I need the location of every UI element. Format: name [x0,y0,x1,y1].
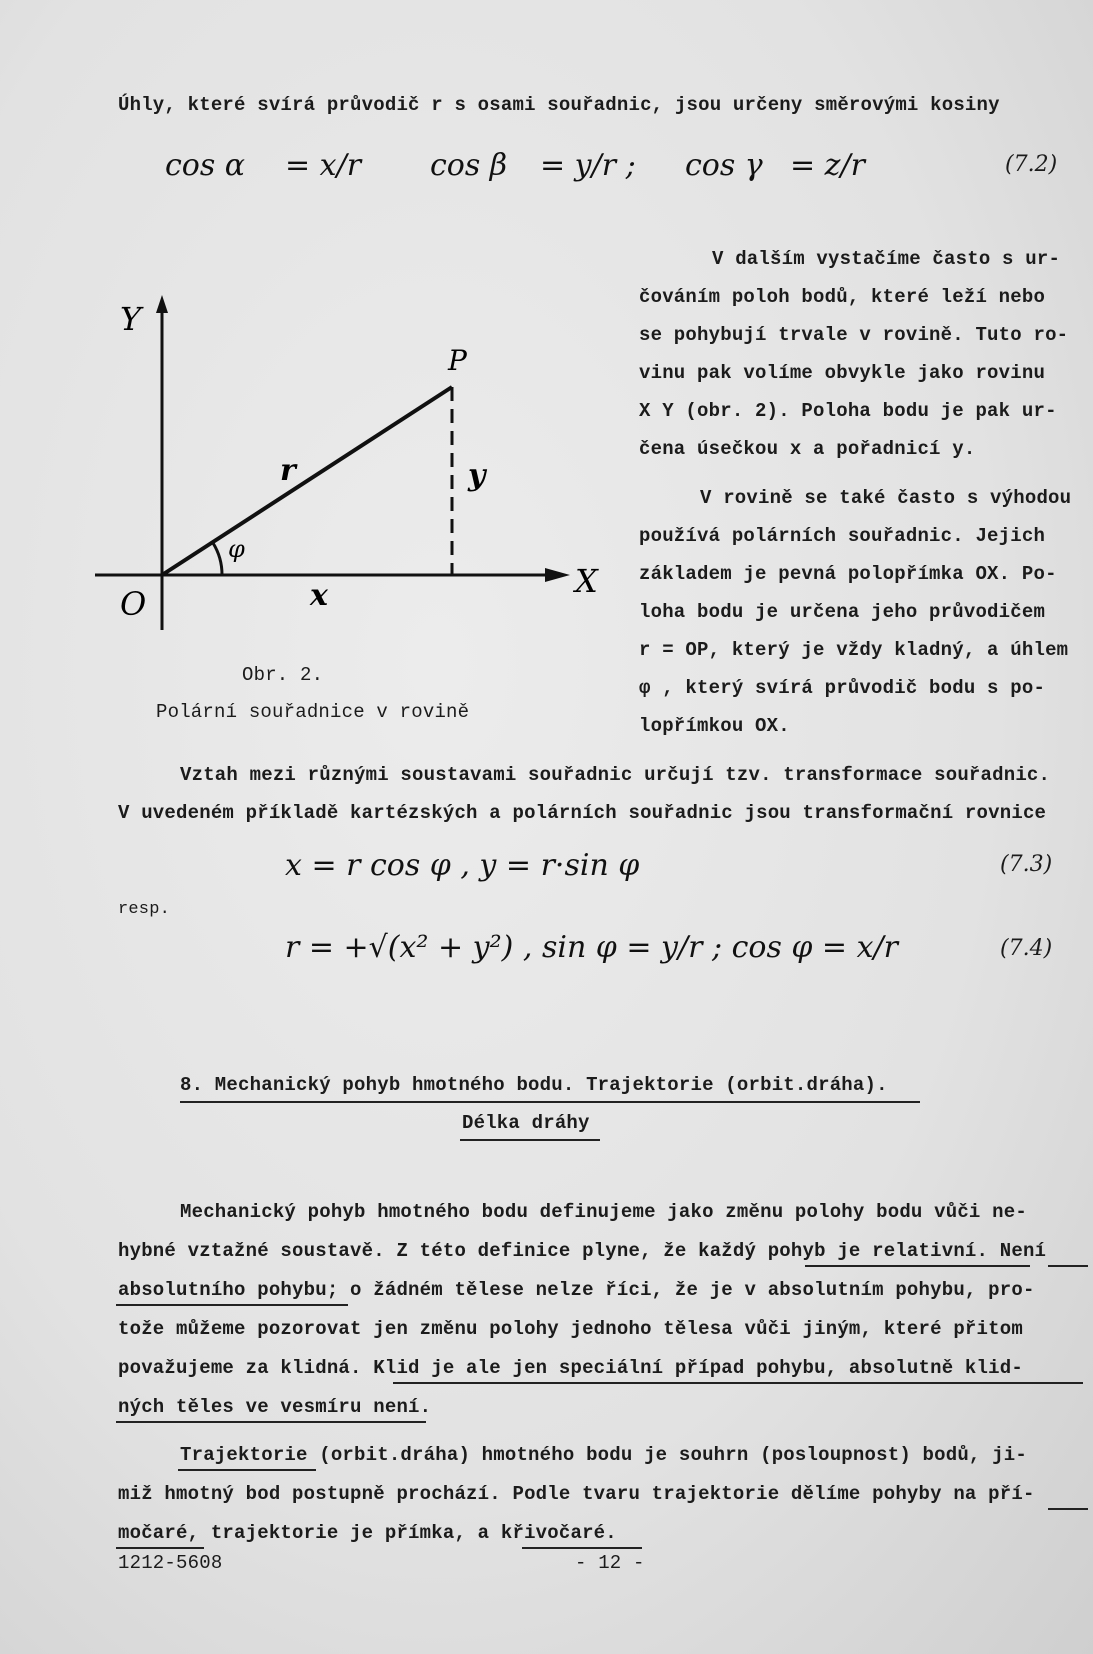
transform-line: Vztah mezi různými soustavami souřadnic určují tzv. transformace souřadnic. [180,764,1051,786]
eq-7-3: x = r cos φ , y = r·sin φ [285,848,640,883]
label-y: Y [120,300,142,338]
pen-underline [1048,1508,1088,1510]
right-text-line: r = OP, který je vždy kladný, a úhlem [639,639,1069,661]
pen-underline [116,1421,426,1423]
radius-vector [162,387,452,575]
eq-number-7-4: (7.4) [1000,936,1053,961]
label-phi: φ [228,535,245,563]
footer-code: 1212-5608 [118,1552,223,1574]
resp-label: resp. [118,900,171,919]
label-y-segment: y [468,458,486,493]
eq-cos-alpha-lhs: cos α [165,148,246,183]
paragraph-line: absolutního pohybu; o žádném tělese nelze říci, že je v absolutním pohybu, pro- [118,1279,1035,1301]
section-title: 8. Mechanický pohyb hmotného bodu. Trajektorie (orbit.dráha). [180,1074,888,1096]
label-p: P [448,344,467,377]
eq-cos-alpha-rhs: = x/r [285,148,362,183]
figure-caption-title: Polární souřadnice v rovině [156,701,470,723]
paragraph-line: miž hmotný bod postupně prochází. Podle tvaru trajektorie dělíme pohyby na pří- [118,1483,1035,1505]
right-text-line: základem je pevná polopřímka OX. Po- [639,563,1057,585]
paragraph-line: Trajektorie (orbit.dráha) hmotného bodu je souhrn (posloupnost) bodů, ji- [180,1444,1027,1466]
right-text-line: lopřímkou OX. [639,715,790,737]
label-x: X [575,562,598,600]
paragraph-line: hybné vztažné soustavě. Z této definice plyne, že každý pohyb je relativní. Není [118,1240,1047,1262]
intro-line: Úhly, které svírá průvodič r s osami souřadnic, jsou určeny směrovými kosiny [118,94,1000,116]
section-subtitle-rule [460,1139,600,1141]
angle-arc [213,543,222,575]
right-text-line: používá polárních souřadnic. Jejich [639,525,1046,547]
eq-cos-beta-rhs: = y/r ; [540,148,636,183]
page-number: - 12 - [575,1552,645,1574]
eq-7-4: r = +√(x² + y²) , sin φ = y/r ; cos φ = x/r [285,930,898,965]
right-text-line: čováním poloh bodů, které leží nebo [639,286,1046,308]
pen-underline [393,1382,1083,1384]
y-axis-arrow [156,295,168,313]
paragraph-line: považujeme za klidná. Klid je ale jen speciální případ pohybu, absolutně klid- [118,1357,1023,1379]
section-subtitle: Délka dráhy [462,1112,590,1134]
eq-number-7-2: (7.2) [1005,152,1058,177]
label-x-segment: x [310,578,328,613]
paragraph-line: močaré, trajektorie je přímka, a křivočaré. [118,1522,617,1544]
right-text-line: vinu pak volíme obvykle jako rovinu [639,362,1046,384]
eq-cos-beta-lhs: cos β [430,148,508,183]
pen-underline [522,1547,642,1549]
pen-underline [1048,1265,1088,1267]
polar-coordinates-figure [80,285,600,645]
pen-underline [116,1547,204,1549]
right-text-line: V rovině se také často s výhodou [700,487,1072,509]
eq-cos-gamma-rhs: = z/r [790,148,865,183]
pen-underline [805,1265,1030,1267]
eq-cos-gamma-lhs: cos γ [685,148,763,183]
figure-caption-number: Obr. 2. [242,664,324,686]
label-r: r [280,453,296,488]
paragraph-line: Mechanický pohyb hmotného bodu definujeme jako změnu polohy bodu vůči ne- [180,1201,1027,1223]
paragraph-line: tože můžeme pozorovat jen změnu polohy jednoho tělesa vůči jiným, které přitom [118,1318,1023,1340]
eq-number-7-3: (7.3) [1000,852,1053,877]
paragraph-line: ných těles ve vesmíru není. [118,1396,432,1418]
pen-underline [178,1469,316,1471]
right-text-line: se pohybují trvale v rovině. Tuto ro- [639,324,1069,346]
right-text-line: X Y (obr. 2). Poloha bodu je pak ur- [639,400,1057,422]
transform-line: V uvedeném příkladě kartézských a polárních souřadnic jsou transformační rovnice [118,802,1047,824]
pen-underline [116,1304,348,1306]
x-axis-arrow [545,568,570,582]
right-text-line: loha bodu je určena jeho průvodičem [639,601,1046,623]
label-o: O [120,585,147,623]
section-title-rule [180,1101,920,1103]
right-text-line: čena úsečkou x a pořadnicí y. [639,438,976,460]
right-text-line: φ , který svírá průvodič bodu s po- [639,677,1046,699]
right-text-line: V dalším vystačíme často s ur- [712,248,1061,270]
